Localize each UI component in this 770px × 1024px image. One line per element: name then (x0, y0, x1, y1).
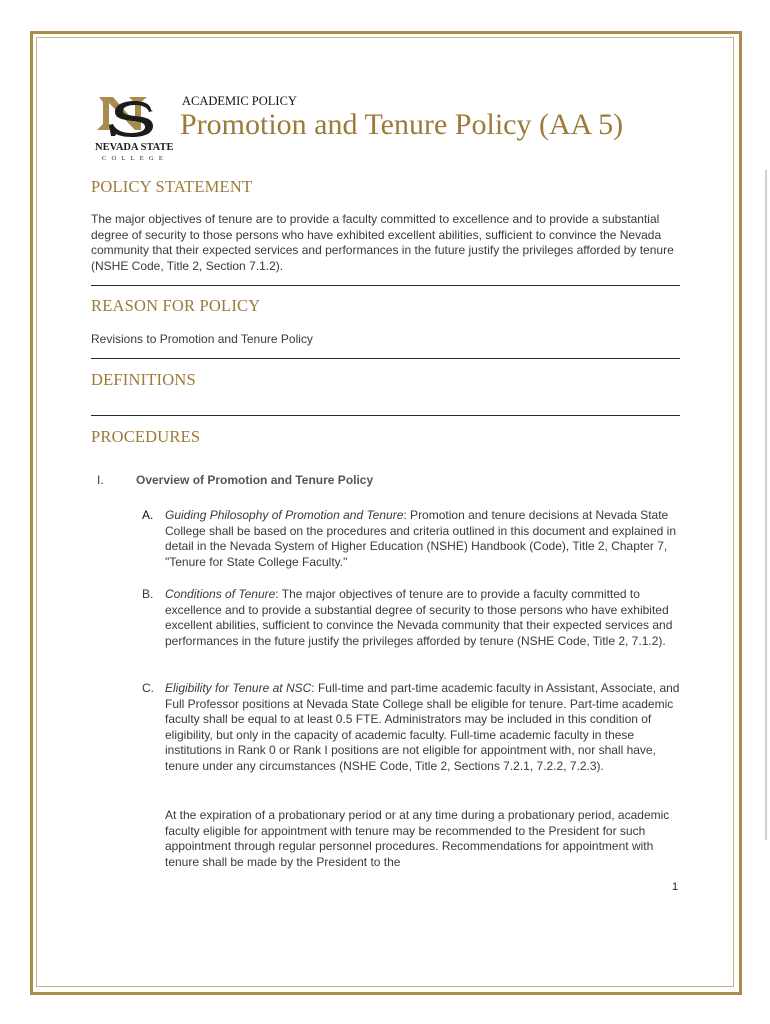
page-number: 1 (672, 881, 679, 893)
list-item-text: : The major objectives of tenure are to provide a faculty committed to excellence and to provide a substantial degree of security to those persons who have exhibited excellent abilities, sufficient to convince the Nevada community that their expected services and performances in the future justify the privileges afforded by tenure (NSHE Code, Title 2, 7.1.2). (165, 587, 673, 648)
list-item (142, 587, 687, 649)
list-item-label: Guiding Philosophy of Promotion and Tenure (165, 508, 404, 522)
list-item-text: : Promotion and tenure decisions at Nevada State College shall be based on the procedures and criteria outlined in this document and explained in detail in the Nevada System of Higher Education (NSHE) Handbook (Code), Title 2, Chapter 7, "Tenure for State College Faculty." (165, 508, 677, 569)
logo-subtitle: COLLEGE (102, 155, 169, 162)
list-marker: C. (142, 681, 154, 695)
list-item-text: : Full-time and part-time academic faculty in Assistant, Associate, and Full Professor positions at Nevada State College shall be eligible for tenure. Part-time academic faculty shall be equal to at least 0.5 FTE. Administrators may be included in this condition of eligibility, but only in the capacity of academic faculty. Full-time academic faculty in these institutions in Rank 0 or Rank I positions are not eligible for appointment with, nor shall have, tenure under any circumstances (NSHE Code, Title 2, Sections 7.2.1, 7.2.2, 7.2.3). (165, 681, 680, 773)
list-marker: A. (142, 508, 154, 522)
continuation-paragraph (142, 808, 687, 870)
procedure-number: I. (97, 473, 104, 487)
list-item-label: Eligibility for Tenure at NSC (165, 681, 312, 695)
policy-statement-heading: POLICY STATEMENT (91, 177, 253, 196)
reason-heading: REASON FOR POLICY (91, 296, 261, 315)
college-logo (95, 94, 175, 164)
ns-monogram-icon (95, 94, 157, 140)
continuation-text: At the expiration of a probationary period or at any time during a probationary period, academic faculty eligible for appointment with tenure may be recommended to the President for such appointment through regular personnel procedures. Recommendations for appointment with tenure shall be made by the President to the (165, 808, 670, 869)
list-item-label: Conditions of Tenure (165, 587, 276, 601)
definitions-heading: DEFINITIONS (91, 370, 196, 389)
policy-category-label: ACADEMIC POLICY (182, 94, 297, 108)
section-divider (91, 358, 680, 359)
procedure-title: Overview of Promotion and Tenure Policy (136, 473, 374, 487)
list-marker: B. (142, 587, 154, 601)
logo-wordmark: NEVADA STATE (95, 142, 174, 153)
section-divider (91, 285, 680, 286)
list-item (142, 681, 687, 774)
reason-text: Revisions to Promotion and Tenure Policy (91, 332, 313, 346)
procedures-heading: PROCEDURES (91, 427, 201, 446)
page-title: Promotion and Tenure Policy (AA 5) (180, 108, 624, 141)
page-edge-line (765, 170, 767, 840)
policy-statement-text: The major objectives of tenure are to provide a faculty committed to excellence and to provide a substantial degree of security to those persons who have exhibited excellent abilities, sufficient to convince the Nevada community that their expected services and performances in the future justify the privileges afforded by tenure (NSHE Code, Title 2, Section 7.1.2). (91, 212, 674, 273)
list-item (142, 508, 687, 570)
section-divider (91, 415, 680, 416)
